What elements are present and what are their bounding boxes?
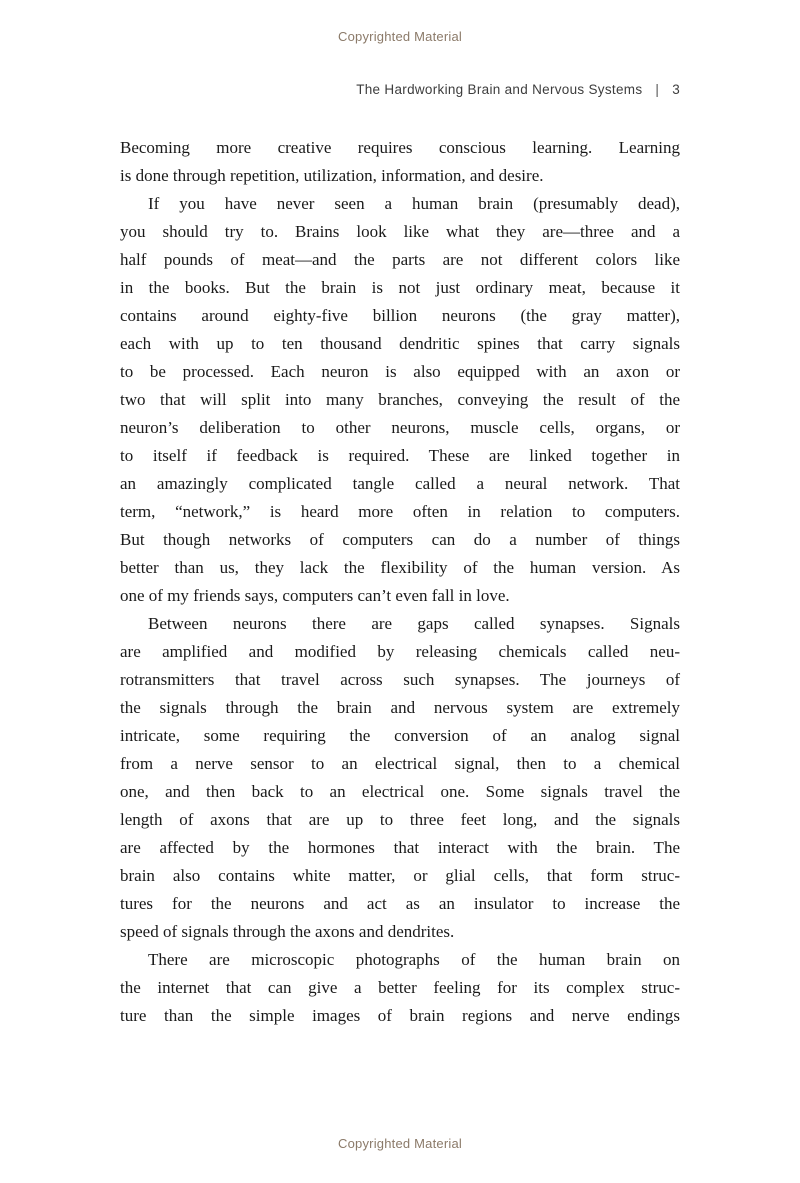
header-separator: | bbox=[655, 82, 660, 97]
copyright-notice-top: Copyrighted Material bbox=[338, 29, 462, 44]
paragraph bbox=[120, 190, 680, 610]
text-line: to be processed. Each neuron is also equipped with an axon or bbox=[120, 362, 680, 381]
text-line: neuron’s deliberation to other neurons, muscle cells, organs, or bbox=[120, 418, 680, 437]
body-text bbox=[120, 134, 680, 1030]
text-line: rotransmitters that travel across such synapses. The journeys of bbox=[120, 670, 680, 689]
text-line: one of my friends says, computers can’t even fall in love. bbox=[120, 586, 510, 605]
text-line: contains around eighty-five billion neurons (the gray matter), bbox=[120, 306, 680, 325]
text-line: half pounds of meat—and the parts are not different colors like bbox=[120, 250, 680, 269]
text-line: length of axons that are up to three feet long, and the signals bbox=[120, 810, 680, 829]
paragraph bbox=[120, 610, 680, 946]
text-line: from a nerve sensor to an electrical signal, then to a chemical bbox=[120, 754, 680, 773]
text-line: brain also contains white matter, or glial cells, that form struc- bbox=[120, 866, 680, 885]
paragraph bbox=[120, 946, 680, 1030]
copyright-notice-bottom: Copyrighted Material bbox=[338, 1136, 462, 1151]
text-line: speed of signals through the axons and dendrites. bbox=[120, 922, 455, 941]
chapter-title: The Hardworking Brain and Nervous Systems bbox=[356, 82, 643, 97]
text-line: Between neurons there are gaps called synapses. Signals bbox=[148, 614, 680, 633]
page-number: 3 bbox=[672, 82, 680, 97]
text-line: is done through repetition, utilization, information, and desire. bbox=[120, 166, 544, 185]
text-line: Becoming more creative requires conscious learning. Learning bbox=[120, 138, 680, 157]
text-line: one, and then back to an electrical one. Some signals travel the bbox=[120, 782, 680, 801]
text-line: each with up to ten thousand dendritic spines that carry signals bbox=[120, 334, 680, 353]
paragraph bbox=[120, 134, 680, 190]
text-line: are amplified and modified by releasing chemicals called neu- bbox=[120, 642, 680, 661]
text-line: But though networks of computers can do a number of things bbox=[120, 530, 680, 549]
text-line: the signals through the brain and nervous system are extremely bbox=[120, 698, 680, 717]
text-line: tures for the neurons and act as an insulator to increase the bbox=[120, 894, 680, 913]
text-line: If you have never seen a human brain (presumably dead), bbox=[148, 194, 680, 213]
running-head bbox=[120, 82, 680, 97]
text-line: two that will split into many branches, conveying the result of the bbox=[120, 390, 680, 409]
text-line: ture than the simple images of brain regions and nerve endings bbox=[120, 1006, 680, 1025]
text-line: to itself if feedback is required. These are linked together in bbox=[120, 446, 680, 465]
text-line: you should try to. Brains look like what they are—three and a bbox=[120, 222, 680, 241]
text-line: better than us, they lack the flexibility of the human version. As bbox=[120, 558, 680, 577]
text-line: in the books. But the brain is not just ordinary meat, because it bbox=[120, 278, 680, 297]
text-line: intricate, some requiring the conversion of an analog signal bbox=[120, 726, 680, 745]
text-line: the internet that can give a better feeling for its complex struc- bbox=[120, 978, 680, 997]
text-line: There are microscopic photographs of the human brain on bbox=[148, 950, 680, 969]
text-line: term, “network,” is heard more often in relation to computers. bbox=[120, 502, 680, 521]
text-line: are affected by the hormones that interact with the brain. The bbox=[120, 838, 680, 857]
text-line: an amazingly complicated tangle called a neural network. That bbox=[120, 474, 680, 493]
